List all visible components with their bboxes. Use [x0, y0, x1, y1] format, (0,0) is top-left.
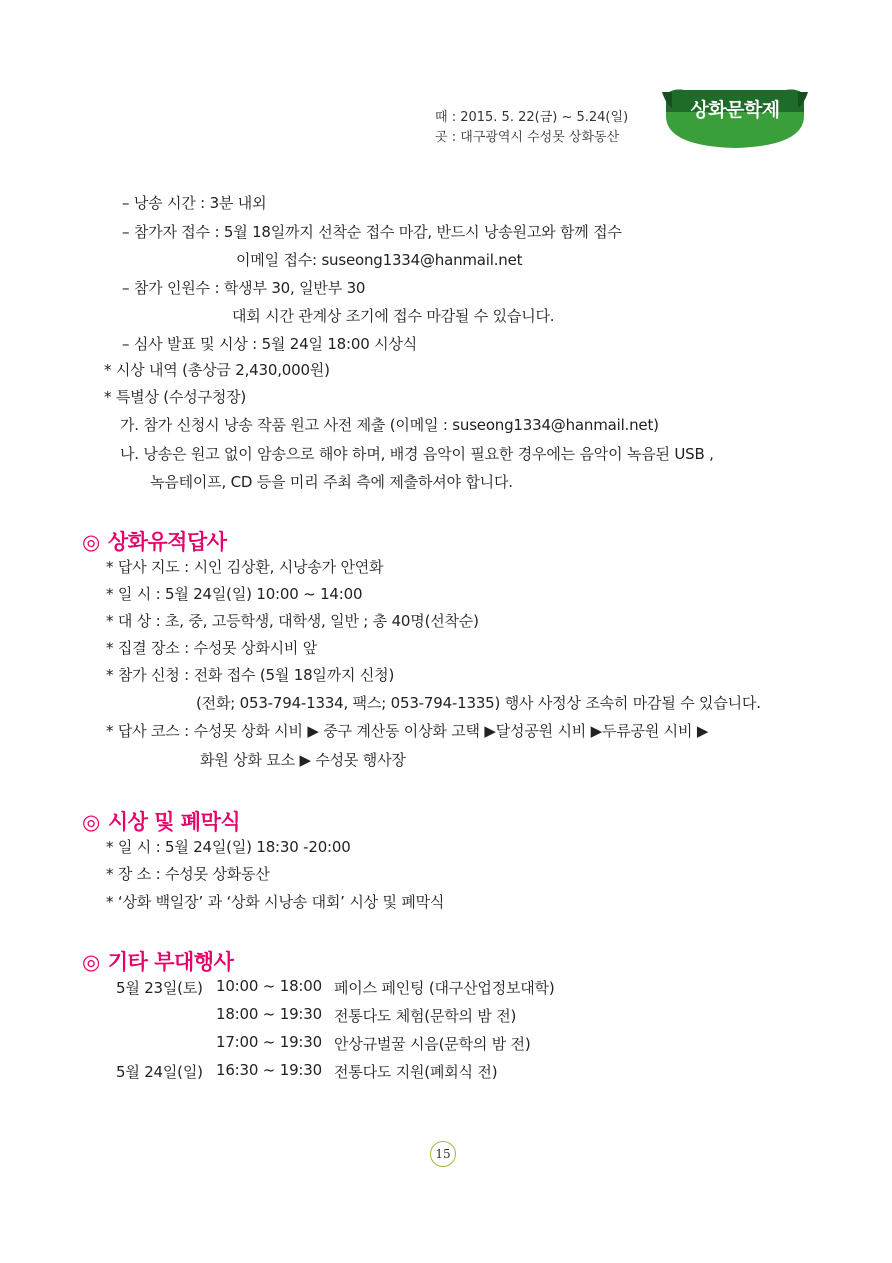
badge-label: 상화문학제 — [690, 99, 780, 121]
intro-line: * 특별상 (수성구청장) — [104, 388, 247, 406]
section2-line: * 일 시 : 5월 24일(일) 18:30 -20:00 — [106, 838, 351, 856]
section-mark-icon: ◎ — [82, 950, 100, 974]
event-name-cell: 전통다도 체험(문학의 밤 전) — [334, 1007, 517, 1025]
section-mark-icon: ◎ — [82, 530, 100, 554]
event-time-cell: 17:00 ~ 19:30 — [216, 1033, 322, 1051]
page-number: 15 — [430, 1141, 456, 1167]
event-name-cell: 안상규벌꿀 시음(문학의 밤 전) — [334, 1035, 531, 1053]
intro-line: – 참가자 접수 : 5월 18일까지 선착순 접수 마감, 반드시 낭송원고와 함께 접수 — [122, 223, 622, 241]
section-title: 기타 부대행사 — [107, 950, 234, 974]
event-place: 곳 : 대구광역시 수성못 상화동산 — [435, 130, 620, 145]
section1-line: * 집결 장소 : 수성못 상화시비 앞 — [106, 639, 318, 657]
section1-line: (전화; 053-794-1334, 팩스; 053-794-1335) 행사 사정상 조속히 마감될 수 있습니다. — [196, 694, 761, 712]
event-date-cell: 5월 23일(토) — [116, 979, 203, 997]
section1-line: 화원 상화 묘소 ▶ 수성못 행사장 — [200, 751, 406, 769]
intro-line: 가. 참가 신청시 낭송 작품 원고 사전 제출 (이메일 : suseong1334@hanmail.net) — [120, 416, 659, 434]
section-heading-closing-ceremony — [82, 806, 240, 836]
intro-line: 나. 낭송은 원고 없이 암송으로 해야 하며, 배경 음악이 필요한 경우에는 음악이 녹음된 USB , — [120, 445, 714, 463]
event-time-cell: 16:30 ~ 19:30 — [216, 1061, 322, 1079]
section-title: 상화유적답사 — [107, 530, 227, 554]
intro-line: – 심사 발표 및 시상 : 5월 24일 18:00 시상식 — [122, 335, 418, 353]
event-date-cell: 5월 24일(일) — [116, 1063, 203, 1081]
event-time-cell: 10:00 ~ 18:00 — [216, 977, 322, 995]
section1-line: * 답사 지도 : 시인 김상환, 시낭송가 안연화 — [106, 558, 384, 576]
intro-line: 대회 시간 관계상 조기에 접수 마감될 수 있습니다. — [232, 307, 555, 325]
festival-badge — [662, 86, 808, 150]
section-title: 시상 및 폐막식 — [107, 810, 241, 834]
section1-line: * 답사 코스 : 수성못 상화 시비 ▶ 중구 계산동 이상화 고택 ▶달성공원 시비 ▶두류공원 시비 ▶ — [106, 722, 709, 740]
section1-line: * 대 상 : 초, 중, 고등학생, 대학생, 일반 ; 총 40명(선착순) — [106, 612, 479, 630]
intro-line: 이메일 접수: suseong1334@hanmail.net — [236, 251, 523, 269]
section2-line: * ‘상화 백일장’ 과 ‘상화 시낭송 대회’ 시상 및 폐막식 — [106, 893, 445, 911]
event-date: 때 : 2015. 5. 22(금) ~ 5.24(일) — [435, 110, 629, 125]
section-heading-heritage-tour — [82, 526, 227, 556]
event-time-cell: 18:00 ~ 19:30 — [216, 1005, 322, 1023]
section-heading-side-events — [82, 946, 233, 976]
intro-line: – 참가 인원수 : 학생부 30, 일반부 30 — [122, 279, 366, 297]
section-mark-icon: ◎ — [82, 810, 100, 834]
intro-line: 녹음테이프, CD 등을 미리 주최 측에 제출하셔야 합니다. — [150, 473, 513, 491]
intro-line: – 낭송 시간 : 3분 내외 — [122, 194, 267, 212]
intro-line: * 시상 내역 (총상금 2,430,000원) — [104, 361, 330, 379]
event-name-cell: 페이스 페인팅 (대구산업정보대학) — [334, 979, 555, 997]
event-name-cell: 전통다도 지원(폐회식 전) — [334, 1063, 498, 1081]
section2-line: * 장 소 : 수성못 상화동산 — [106, 865, 270, 883]
section1-line: * 일 시 : 5월 24일(일) 10:00 ~ 14:00 — [106, 585, 363, 603]
section1-line: * 참가 신청 : 전화 접수 (5월 18일까지 신청) — [106, 666, 395, 684]
